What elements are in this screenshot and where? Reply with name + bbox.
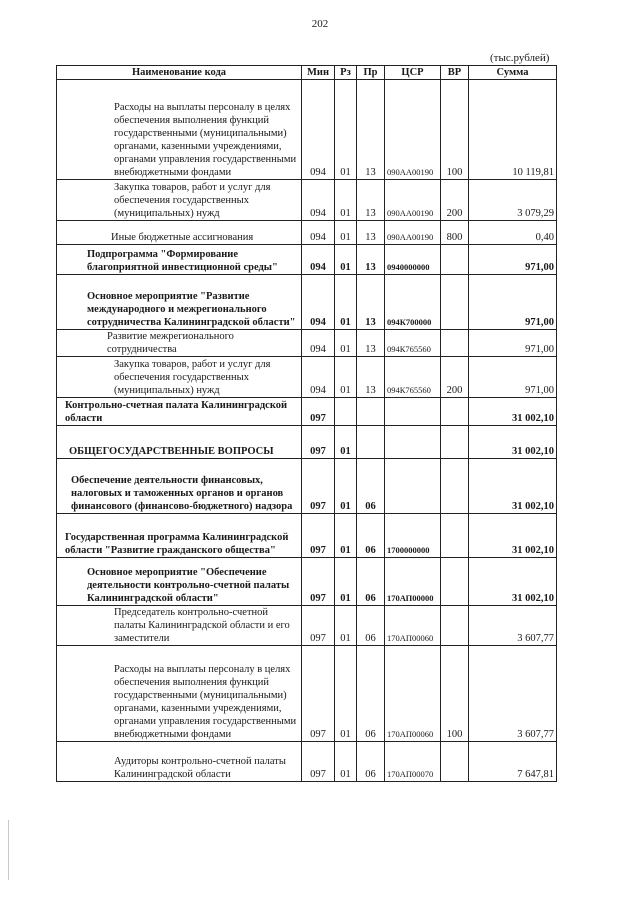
row-name: Государственная программа Калининградской области "Развитие гражданского общества" — [65, 532, 289, 556]
row-csr: 094К765560 — [385, 357, 441, 398]
row-name: Подпрограмма "Формирование благоприятной инвестиционной среды" — [87, 249, 278, 273]
row-min: 097 — [302, 398, 335, 426]
row-pr: 13 — [357, 357, 385, 398]
row-pr: 13 — [357, 330, 385, 357]
row-csr: 094К700000 — [385, 275, 441, 330]
row-sum: 7 647,81 — [469, 742, 557, 782]
row-csr — [385, 426, 441, 459]
row-vr — [441, 558, 469, 606]
row-csr: 170АП00000 — [385, 558, 441, 606]
row-csr: 1700000000 — [385, 514, 441, 558]
row-sum: 31 002,10 — [469, 398, 557, 426]
row-name: Иные бюджетные ассигнования — [57, 221, 302, 245]
row-min: 094 — [302, 80, 335, 180]
row-sum: 31 002,10 — [469, 514, 557, 558]
row-vr — [441, 245, 469, 275]
row-pr: 06 — [357, 742, 385, 782]
row-vr: 200 — [441, 357, 469, 398]
row-min: 094 — [302, 180, 335, 221]
row-vr — [441, 514, 469, 558]
row-name: Развитие межрегионального сотрудничества — [107, 331, 234, 355]
row-pr: 06 — [357, 558, 385, 606]
row-min: 097 — [302, 459, 335, 514]
row-min: 097 — [302, 514, 335, 558]
row-min: 094 — [302, 221, 335, 245]
row-name: Основное мероприятие "Обеспечение деятельности контрольно-счетной палаты Калининградской области" — [87, 567, 290, 604]
row-csr — [385, 398, 441, 426]
row-pr — [357, 426, 385, 459]
table-row — [57, 398, 557, 426]
column-header-pr: Пр — [357, 66, 385, 80]
row-sum: 0,40 — [469, 221, 557, 245]
table-row — [57, 221, 557, 245]
row-sum: 971,00 — [469, 245, 557, 275]
row-vr: 100 — [441, 80, 469, 180]
row-rz: 01 — [335, 646, 357, 742]
row-csr: 0940000000 — [385, 245, 441, 275]
row-sum: 3 607,77 — [469, 646, 557, 742]
row-pr: 13 — [357, 221, 385, 245]
column-header-rz: Рз — [335, 66, 357, 80]
table-row — [57, 514, 557, 558]
page-number: 202 — [311, 18, 329, 30]
row-rz: 01 — [335, 514, 357, 558]
row-pr: 13 — [357, 245, 385, 275]
row-csr: 094К765560 — [385, 330, 441, 357]
row-sum: 31 002,10 — [469, 558, 557, 606]
row-vr — [441, 606, 469, 646]
row-pr: 06 — [357, 514, 385, 558]
row-min: 094 — [302, 330, 335, 357]
row-name: Контрольно-счетная палата Калининградской области — [65, 400, 288, 424]
row-sum: 971,00 — [469, 275, 557, 330]
row-name: Основное мероприятие "Развитие международного и межрегионального сотрудничества Калининградской области" — [87, 291, 296, 328]
row-min: 097 — [302, 606, 335, 646]
row-vr — [441, 459, 469, 514]
row-rz: 01 — [335, 330, 357, 357]
row-rz: 01 — [335, 180, 357, 221]
row-vr — [441, 742, 469, 782]
row-vr: 200 — [441, 180, 469, 221]
row-rz: 01 — [335, 357, 357, 398]
row-csr: 170АП00070 — [385, 742, 441, 782]
row-name: Аудиторы контрольно-счетной палаты Калининградской области — [114, 756, 286, 780]
row-pr: 13 — [357, 275, 385, 330]
row-vr — [441, 426, 469, 459]
table-row — [57, 606, 557, 646]
row-sum: 31 002,10 — [469, 459, 557, 514]
row-min: 097 — [302, 742, 335, 782]
row-pr: 06 — [357, 606, 385, 646]
row-csr: 170АП00060 — [385, 606, 441, 646]
table-row — [57, 426, 557, 459]
table-header-row — [57, 66, 557, 80]
row-pr: 06 — [357, 646, 385, 742]
row-sum: 3 607,77 — [469, 606, 557, 646]
row-rz — [335, 398, 357, 426]
column-header-min: Мин — [302, 66, 335, 80]
row-sum: 3 079,29 — [469, 180, 557, 221]
row-min: 097 — [302, 558, 335, 606]
table-row — [57, 245, 557, 275]
row-rz: 01 — [335, 742, 357, 782]
row-vr — [441, 330, 469, 357]
row-pr: 13 — [357, 180, 385, 221]
table-row — [57, 742, 557, 782]
unit-note: (тыс.рублей) — [490, 52, 550, 64]
row-pr: 06 — [357, 459, 385, 514]
table-row — [57, 646, 557, 742]
row-name: Закупка товаров, работ и услуг для обеспечения государственных (муниципальных) нужд — [114, 359, 271, 396]
row-vr: 100 — [441, 646, 469, 742]
row-rz: 01 — [335, 275, 357, 330]
table-row — [57, 459, 557, 514]
row-rz: 01 — [335, 426, 357, 459]
scan-edge-mark — [8, 820, 9, 880]
column-header-sum: Сумма — [469, 66, 557, 80]
row-sum: 971,00 — [469, 357, 557, 398]
row-sum: 10 119,81 — [469, 80, 557, 180]
row-csr: 090АА00190 — [385, 221, 441, 245]
row-min: 094 — [302, 357, 335, 398]
row-name: Расходы на выплаты персоналу в целях обеспечения выполнения функций государственными (муниципальными) органами, казенными учреждениями, органами управления государственными внебюджетными фондами — [114, 102, 297, 178]
row-name: Расходы на выплаты персоналу в целях обеспечения выполнения функций государственными (муниципальными) органами, казенными учреждениями, органами управления государственными внебюджетными фондами — [114, 664, 297, 740]
row-pr: 13 — [357, 80, 385, 180]
table-row — [57, 357, 557, 398]
row-rz: 01 — [335, 606, 357, 646]
row-rz: 01 — [335, 558, 357, 606]
column-header-vr: ВР — [441, 66, 469, 80]
row-csr: 090АА00190 — [385, 80, 441, 180]
row-vr: 800 — [441, 221, 469, 245]
table-row — [57, 558, 557, 606]
row-name: Обеспечение деятельности финансовых, налоговых и таможенных органов и органов финансового (финансово-бюджетного) надзора — [71, 475, 293, 512]
row-rz: 01 — [335, 245, 357, 275]
table-row — [57, 80, 557, 180]
row-vr — [441, 275, 469, 330]
table-row — [57, 275, 557, 330]
row-rz: 01 — [335, 459, 357, 514]
row-name: ОБЩЕГОСУДАРСТВЕННЫЕ ВОПРОСЫ — [69, 446, 274, 457]
table-row — [57, 330, 557, 357]
row-sum: 971,00 — [469, 330, 557, 357]
row-name: Закупка товаров, работ и услуг для обеспечения государственных (муниципальных) нужд — [114, 182, 271, 219]
row-pr — [357, 398, 385, 426]
budget-table — [56, 65, 557, 782]
row-vr — [441, 398, 469, 426]
row-csr — [385, 459, 441, 514]
row-csr: 170АП00060 — [385, 646, 441, 742]
row-min: 094 — [302, 245, 335, 275]
row-csr: 090АА00190 — [385, 180, 441, 221]
table-row — [57, 180, 557, 221]
row-sum: 31 002,10 — [469, 426, 557, 459]
row-name: Председатель контрольно-счетной палаты Калининградской области и его заместители — [114, 607, 290, 644]
row-min: 094 — [302, 275, 335, 330]
column-header-name: Наименование кода — [57, 66, 302, 80]
row-min: 097 — [302, 646, 335, 742]
column-header-csr: ЦСР — [385, 66, 441, 80]
row-rz: 01 — [335, 80, 357, 180]
row-rz: 01 — [335, 221, 357, 245]
row-min: 097 — [302, 426, 335, 459]
